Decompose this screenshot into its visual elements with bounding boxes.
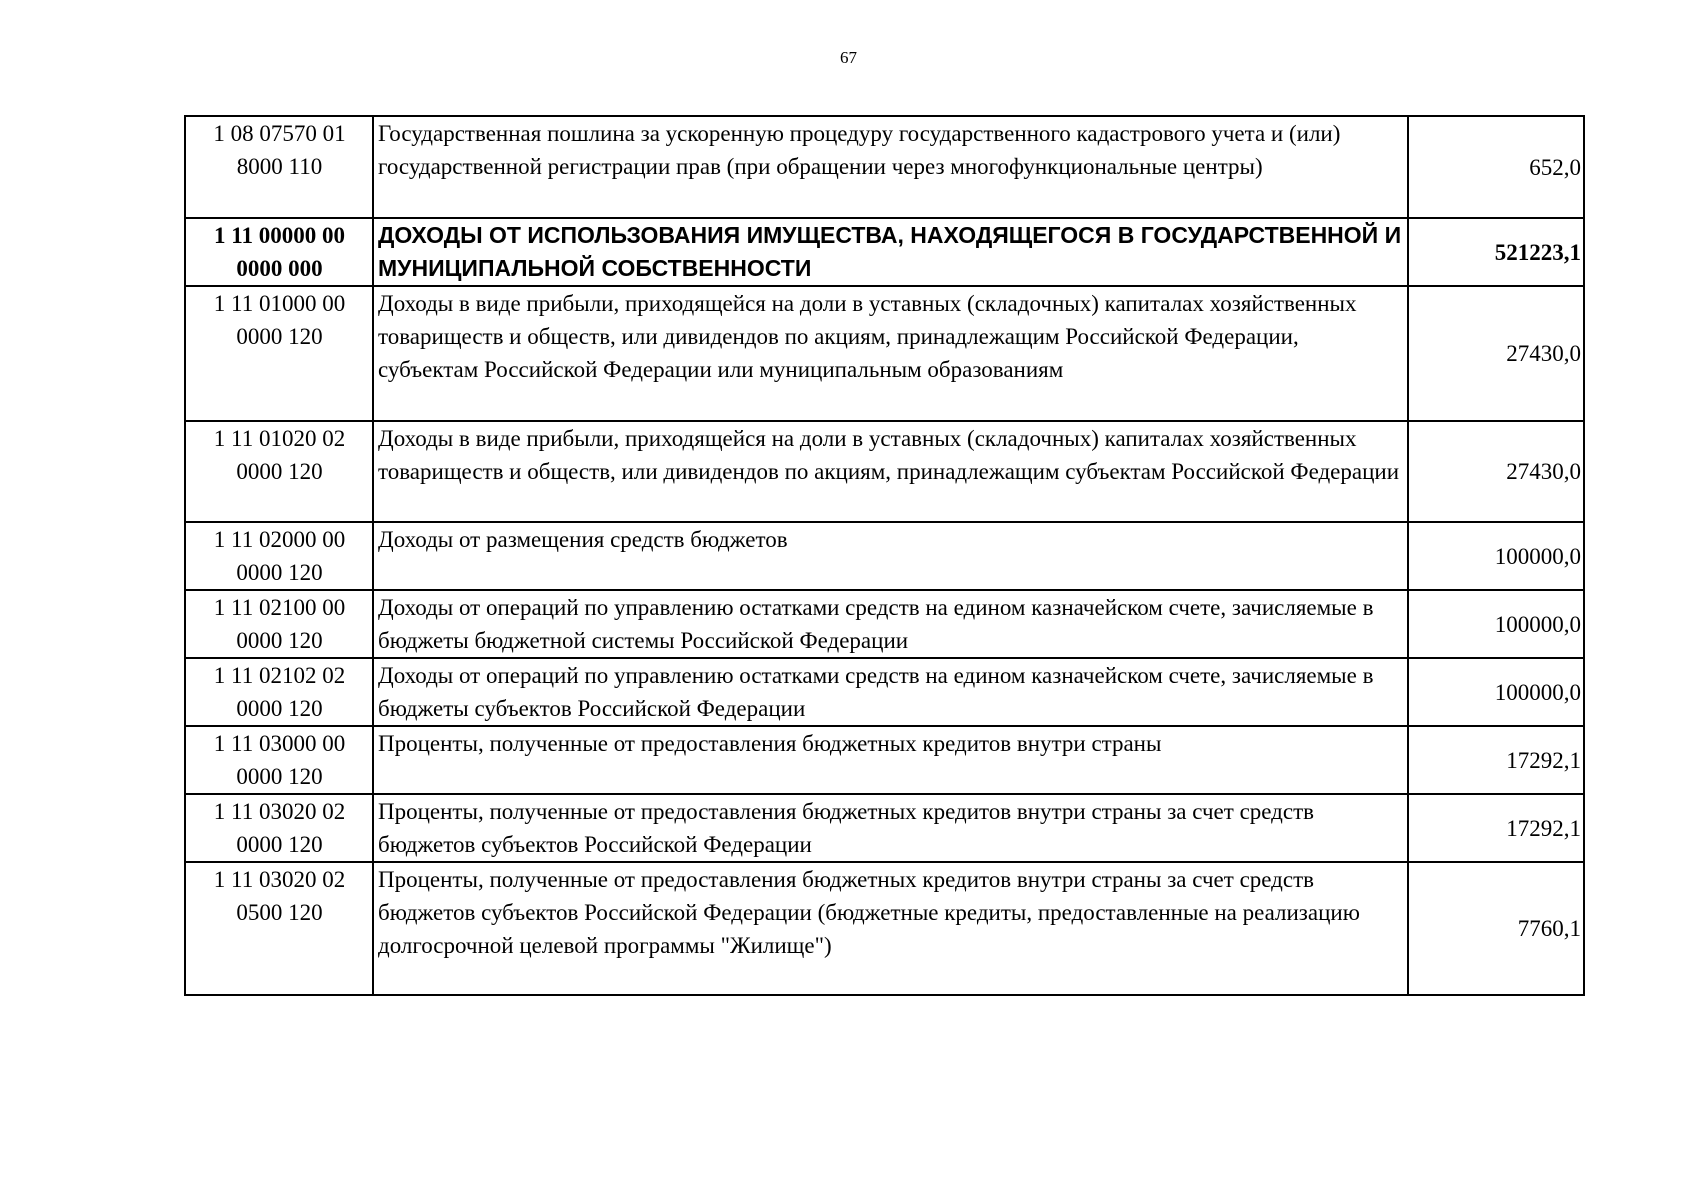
table-row (185, 286, 1584, 421)
amount: 652,0 (1408, 116, 1584, 218)
amount: 17292,1 (1408, 726, 1584, 794)
amount: 17292,1 (1408, 794, 1584, 862)
budget-code: 1 11 00000 00 0000 000 (185, 218, 373, 286)
table-row (185, 116, 1584, 218)
budget-code: 1 11 02102 02 0000 120 (185, 658, 373, 726)
table-row (185, 658, 1584, 726)
budget-code: 1 11 02100 00 0000 120 (185, 590, 373, 658)
amount: 521223,1 (1408, 218, 1584, 286)
revenue-description: ДОХОДЫ ОТ ИСПОЛЬЗОВАНИЯ ИМУЩЕСТВА, НАХОДЯЩЕГОСЯ В ГОСУДАРСТВЕННОЙ И МУНИЦИПАЛЬНОЙ СОБСТВЕННОСТИ (373, 218, 1408, 286)
revenue-description: Доходы от размещения средств бюджетов (373, 522, 1408, 590)
revenue-table (184, 115, 1585, 996)
revenue-description: Проценты, полученные от предоставления бюджетных кредитов внутри страны (373, 726, 1408, 794)
budget-code: 1 11 03020 02 0000 120 (185, 794, 373, 862)
revenue-description: Доходы в виде прибыли, приходящейся на доли в уставных (складочных) капиталах хозяйственных товариществ и обществ, или дивидендов по акциям, принадлежащим субъектам Российской Федерации (373, 421, 1408, 522)
budget-code: 1 08 07570 01 8000 110 (185, 116, 373, 218)
budget-code: 1 11 01020 02 0000 120 (185, 421, 373, 522)
revenue-description: Доходы в виде прибыли, приходящейся на доли в уставных (складочных) капиталах хозяйственных товариществ и обществ, или дивидендов по акциям, принадлежащим Российской Федерации, субъектам Российской Федерации или муниципальным образованиям (373, 286, 1408, 421)
revenue-description: Государственная пошлина за ускоренную процедуру государственного кадастрового учета и (или) государственной регистрации прав (при обращении через многофункциональные центры) (373, 116, 1408, 218)
amount: 100000,0 (1408, 658, 1584, 726)
table-row (185, 726, 1584, 794)
table-row (185, 590, 1584, 658)
revenue-description: Проценты, полученные от предоставления бюджетных кредитов внутри страны за счет средств бюджетов субъектов Российской Федерации (бюджетные кредиты, предоставленные на реализацию долгосрочной целевой программы "Жилище") (373, 862, 1408, 995)
amount: 100000,0 (1408, 522, 1584, 590)
table-row (185, 862, 1584, 995)
revenue-description: Проценты, полученные от предоставления бюджетных кредитов внутри страны за счет средств бюджетов субъектов Российской Федерации (373, 794, 1408, 862)
table-row-section-header (185, 218, 1584, 286)
amount: 7760,1 (1408, 862, 1584, 995)
budget-code: 1 11 01000 00 0000 120 (185, 286, 373, 421)
amount: 100000,0 (1408, 590, 1584, 658)
revenue-description: Доходы от операций по управлению остатками средств на едином казначейском счете, зачисляемые в бюджеты субъектов Российской Федерации (373, 658, 1408, 726)
revenue-description: Доходы от операций по управлению остатками средств на едином казначейском счете, зачисляемые в бюджеты бюджетной системы Российской Федерации (373, 590, 1408, 658)
table-row (185, 421, 1584, 522)
table-row (185, 522, 1584, 590)
budget-code: 1 11 03020 02 0500 120 (185, 862, 373, 995)
amount: 27430,0 (1408, 286, 1584, 421)
budget-code: 1 11 02000 00 0000 120 (185, 522, 373, 590)
budget-code: 1 11 03000 00 0000 120 (185, 726, 373, 794)
table-row (185, 794, 1584, 862)
page-number: 67 (840, 48, 857, 67)
amount: 27430,0 (1408, 421, 1584, 522)
